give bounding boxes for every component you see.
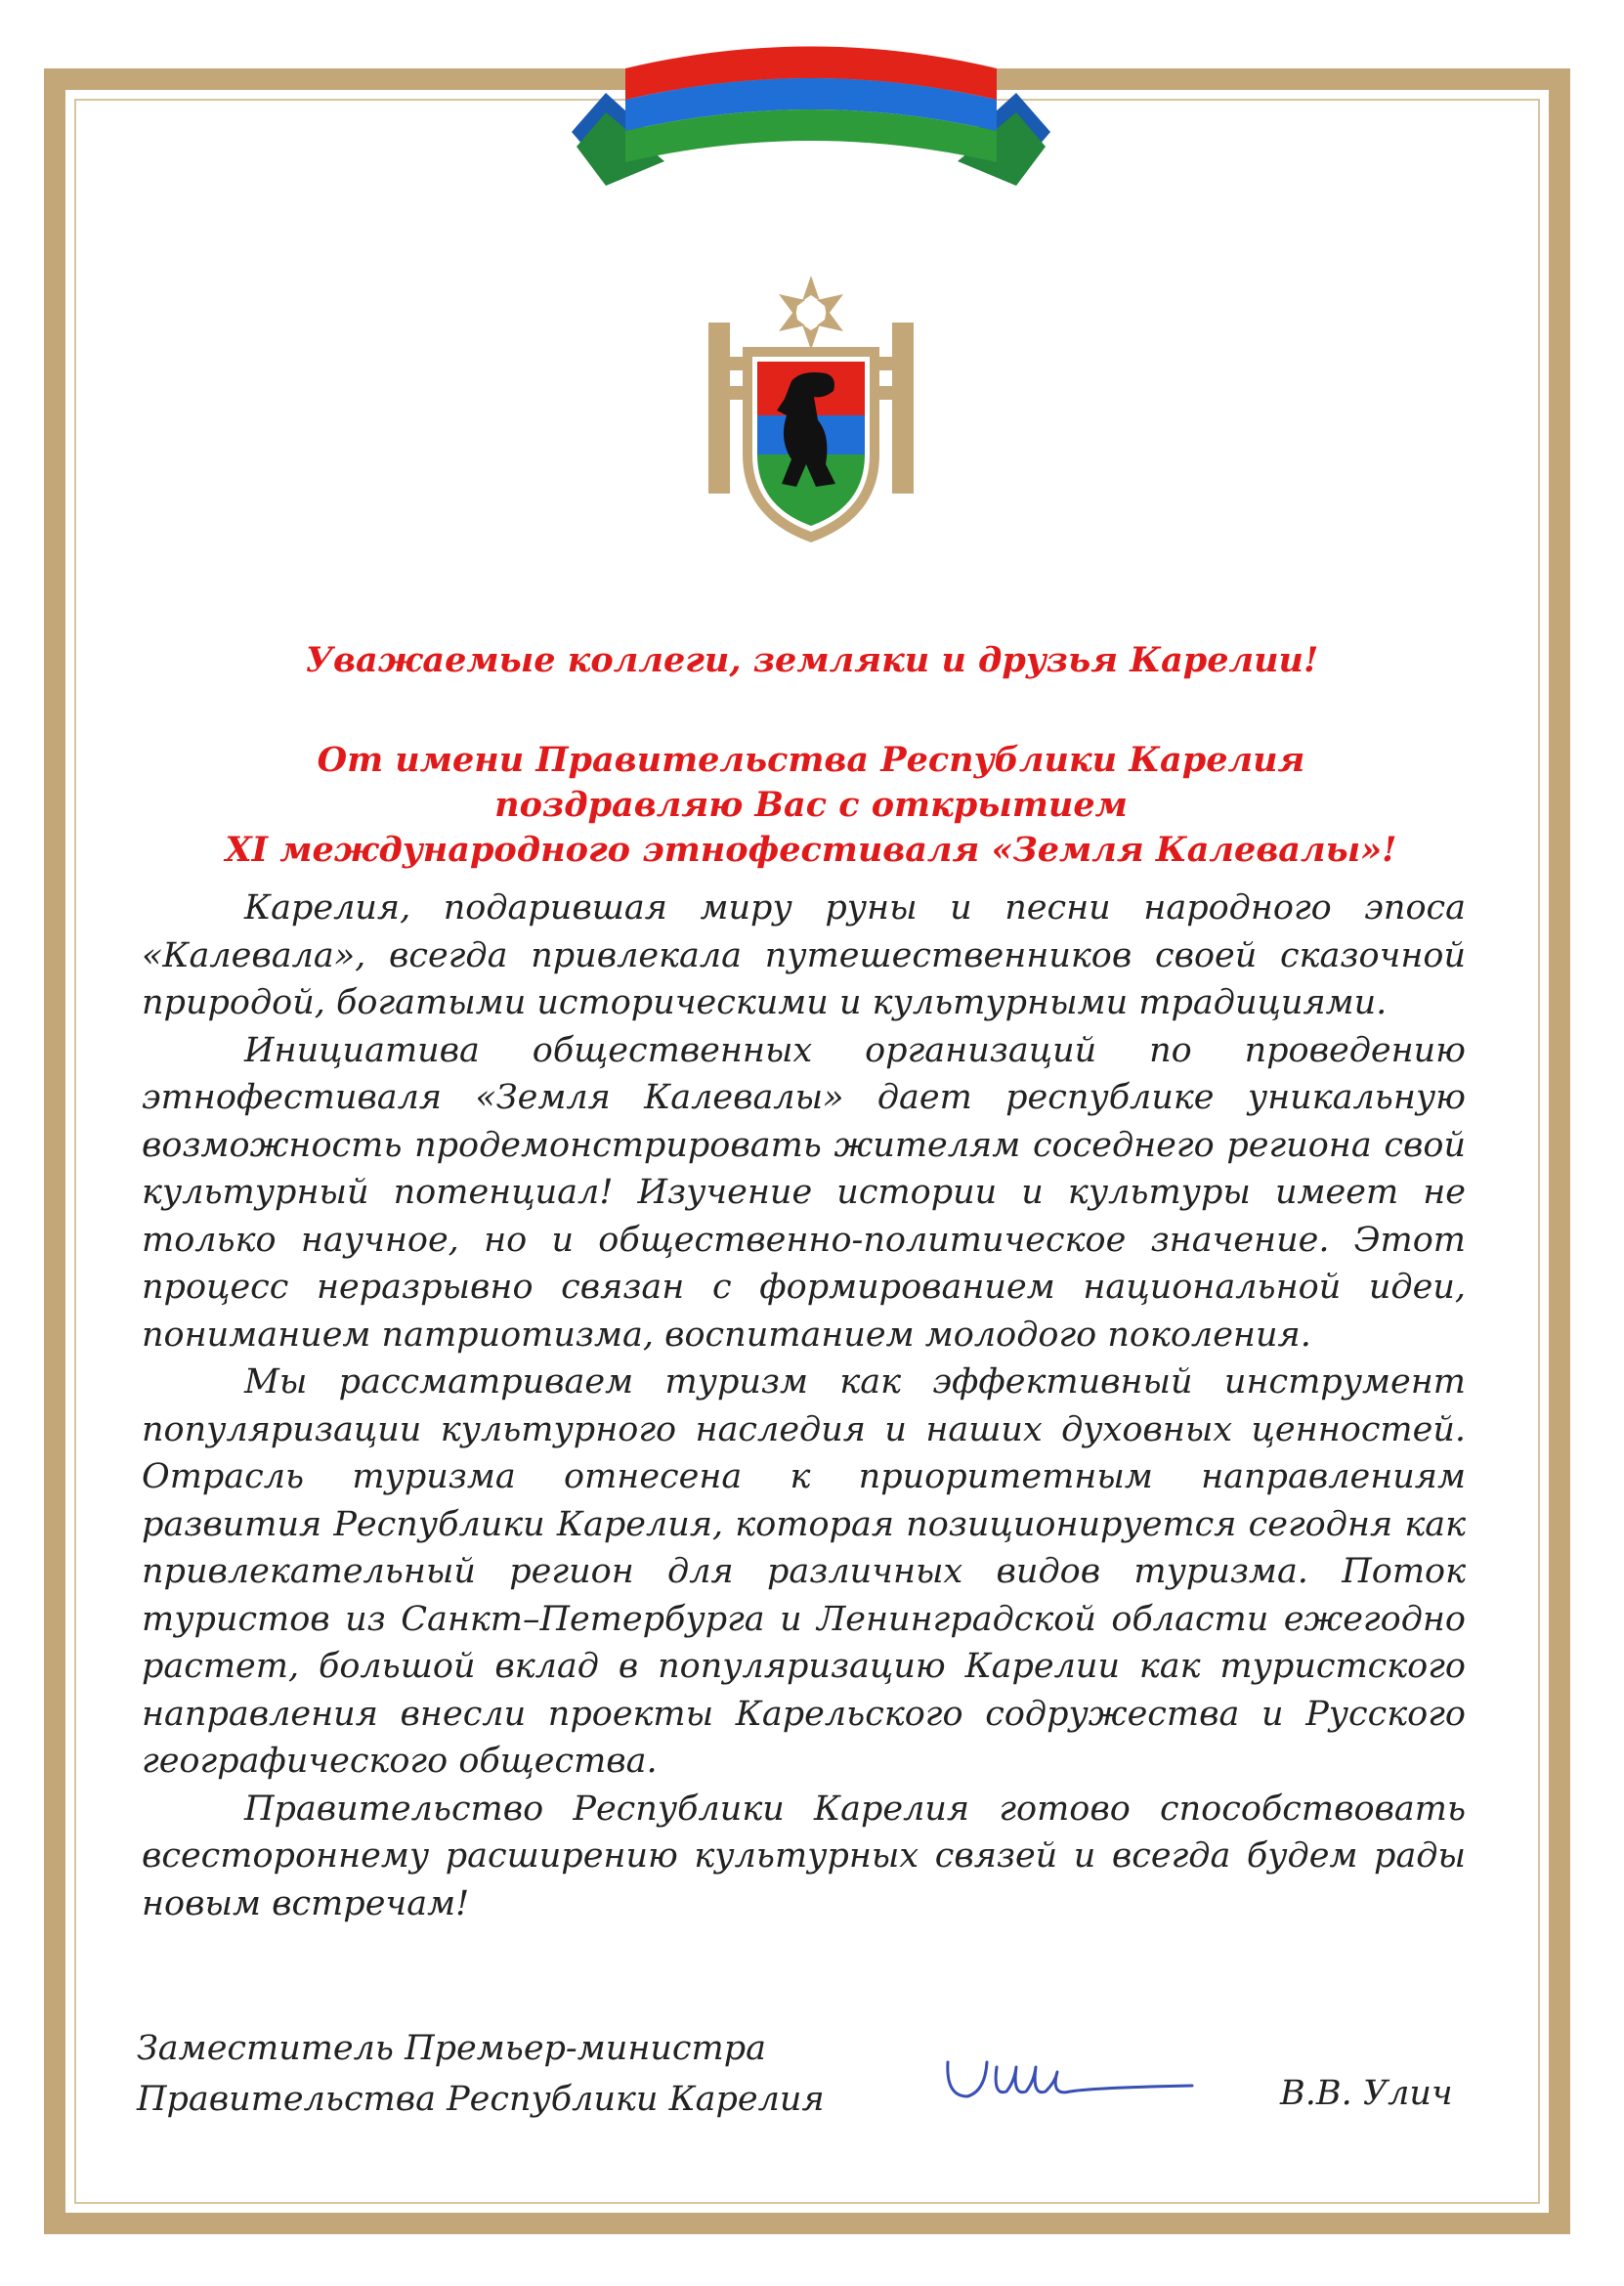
paragraph: Мы рассматриваем туризм как эффективный инструмент популяризации культурного наследия и наших духовных ценностей. Отрасль туризма отнесена к приоритетным направлениям развития Республики Карелия, которая позиционируется сегодня как привлекательный регион для различных видов туризма. Поток туристов из Санкт–Петербурга и Ленинградской области ежегодно растет, большой вклад в популяризацию Карелии как туристского направления внесли проекты Карельского содружества и Русского географического общества. xyxy=(142,1362,1466,1781)
star-icon xyxy=(779,276,843,350)
signatory-position xyxy=(137,2023,825,2125)
intro-heading xyxy=(225,738,1397,873)
paragraph: Инициатива общественных организаций по проведению этнофестиваля «Земля Калевалы» дает республике уникальную возможность продемонстрировать жителям соседнего региона свой культурный потенциал! Изучение истории и культуры имеет не только научное, но и общественно-политическое значение. Этот процесс неразрывно связан с формированием национальной идеи, пониманием патриотизма, воспитанием молодого поколения. xyxy=(142,1030,1466,1355)
handwritten-signature-icon xyxy=(928,2043,1202,2121)
coat-of-arms-icon xyxy=(699,264,923,557)
salutation-heading: Уважаемые коллеги, земляки и друзья Карелии! xyxy=(305,640,1319,680)
position-line: Заместитель Премьер-министра xyxy=(137,2029,766,2068)
paragraph: Правительство Республики Карелия готово способствовать всестороннему расширению культурных связей и всегда будем рады новым встречам! xyxy=(142,1789,1466,1923)
flag-ribbon-icon xyxy=(567,39,1055,195)
position-line: Правительства Республики Карелия xyxy=(137,2080,825,2119)
signatory-name: В.В. Улич xyxy=(1280,2074,1453,2113)
intro-line: XI международного этнофестиваля «Земля Калевалы»! xyxy=(225,830,1397,870)
intro-line: От имени Правительства Республики Карелия поздравляю Вас с открытием xyxy=(317,740,1305,825)
paragraph: Карелия, подарившая миру руны и песни народного эпоса «Калевала», всегда привлекала путешественников своей сказочной природой, богатыми историческими и культурными традициями. xyxy=(142,888,1466,1022)
letter-body xyxy=(142,884,1466,1927)
